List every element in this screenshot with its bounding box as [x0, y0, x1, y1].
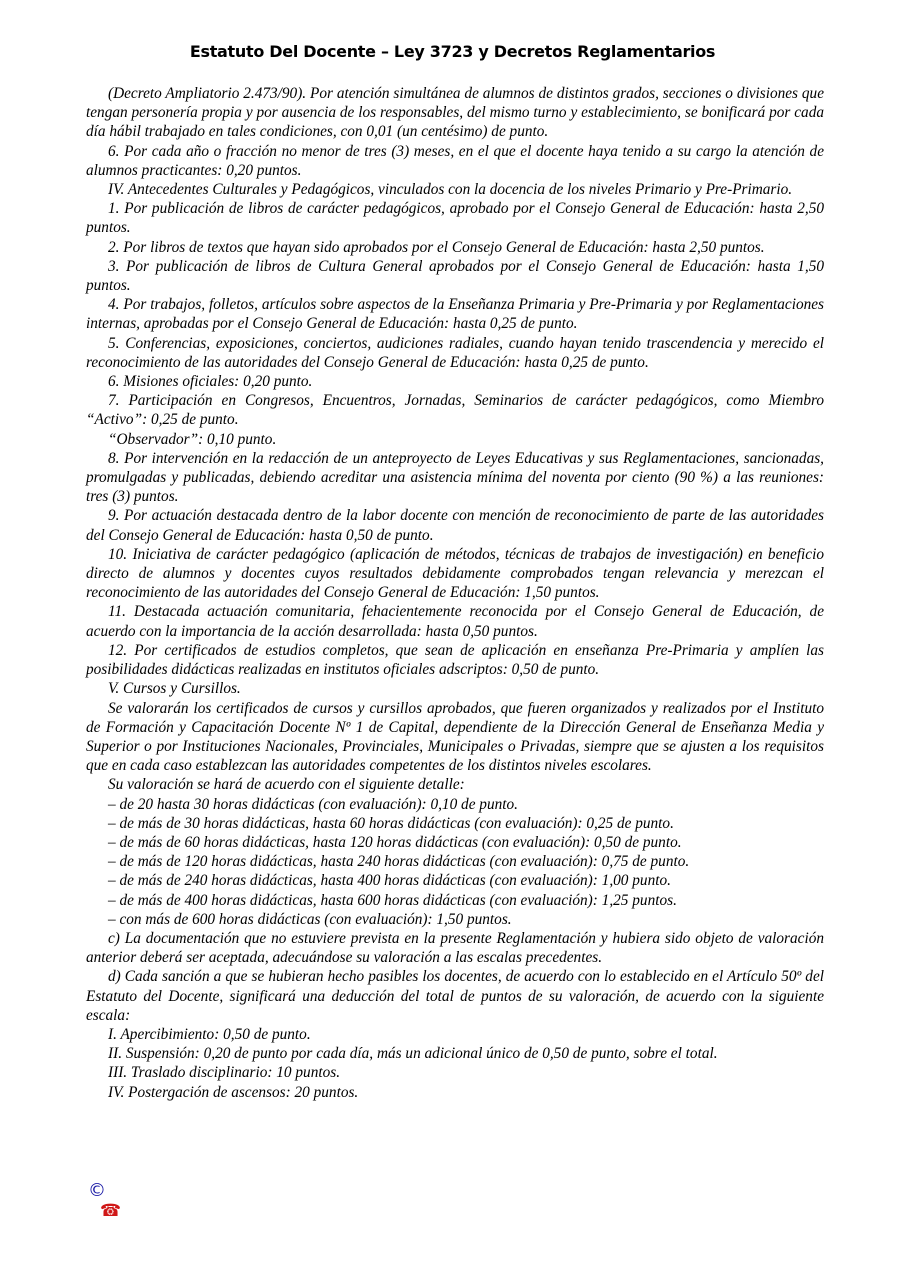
- list-item: IV. Postergación de ascensos: 20 puntos.: [108, 1083, 359, 1101]
- footer: [86, 1180, 386, 1224]
- paragraph: 9. Por actuación destacada dentro de la labor docente con mención de reconocimiento de parte de las autoridades del Consejo General de Educación: hasta 0,50 de punto.: [86, 507, 824, 544]
- copyright-icon: ©: [88, 1180, 106, 1201]
- paragraph: 8. Por intervención en la redacción de un anteproyecto de Leyes Educativas y sus Reglamentaciones, sancionadas, promulgadas y publicadas, debiendo acreditar una asistencia mínima del noventa por ciento (90 %) a las reuniones: tres (3) puntos.: [86, 449, 824, 506]
- paragraph: V. Cursos y Cursillos.: [108, 680, 241, 698]
- paragraph: 4. Por trabajos, folletos, artículos sobre aspectos de la Enseñanza Primaria y Pre-Primaria y por Reglamentaciones internas, aprobadas por el Consejo General de Educación: hasta 0,25 de punto.: [86, 296, 824, 333]
- list-item: – de más de 120 horas didácticas, hasta 240 horas didácticas (con evaluación): 0,75 de punto.: [108, 853, 690, 871]
- paragraph: IV. Antecedentes Culturales y Pedagógicos, vinculados con la docencia de los niveles Primario y Pre-Primario.: [108, 181, 793, 199]
- list-item: III. Traslado disciplinario: 10 puntos.: [108, 1064, 341, 1082]
- paragraph: 6. Por cada año o fracción no menor de tres (3) meses, en el que el docente haya tenido a su cargo la atención de alumnos practicantes: 0,20 puntos.: [86, 142, 824, 179]
- list-item: – de más de 400 horas didácticas, hasta 600 horas didácticas (con evaluación): 1,25 puntos.: [108, 891, 677, 909]
- paragraph: 6. Misiones oficiales: 0,20 punto.: [108, 373, 313, 391]
- list-item: – de 20 hasta 30 horas didácticas (con evaluación): 0,10 de punto.: [108, 795, 518, 813]
- list-item: – de más de 60 horas didácticas, hasta 120 horas didácticas (con evaluación): 0,50 de punto.: [108, 833, 682, 851]
- paragraph: 12. Por certificados de estudios completos, que sean de aplicación en enseñanza Pre-Primaria y amplíen las posibilidades didácticas realizadas en institutos oficiales adscriptos: 0,50 de punto.: [86, 641, 824, 679]
- paragraph: 11. Destacada actuación comunitaria, fehacientemente reconocida por el Consejo General de Educación, de acuerdo con la importancia de la acción desarrollada: hasta 0,50 puntos.: [86, 603, 824, 640]
- list-item: I. Apercibimiento: 0,50 de punto.: [108, 1025, 311, 1043]
- paragraph: 5. Conferencias, exposiciones, conciertos, audiciones radiales, cuando hayan tenido trascendencia y merecido el reconocimiento de las autoridades del Consejo General de Educación: hasta 0,25 de punto.: [86, 334, 824, 371]
- page-title: Estatuto Del Docente – Ley 3723 y Decretos Reglamentarios: [189, 42, 716, 61]
- paragraph: d) Cada sanción a que se hubieran hecho pasibles los docentes, de acuerdo con lo establecido en el Artículo 50º del Estatuto del Docente, significará una deducción del total de puntos de su valoración, de acuerdo con la siguiente escala:: [86, 968, 824, 1024]
- paragraph: 1. Por publicación de libros de carácter pedagógicos, aprobado por el Consejo General de Educación: hasta 2,50 puntos.: [86, 200, 824, 237]
- phone-icon: ☎: [100, 1201, 122, 1221]
- list-item: – de más de 30 horas didácticas, hasta 60 horas didácticas (con evaluación): 0,25 de punto.: [108, 814, 674, 832]
- list-item: – con más de 600 horas didácticas (con evaluación): 1,50 puntos.: [108, 910, 512, 928]
- paragraph: “Observador”: 0,10 punto.: [108, 430, 277, 448]
- paragraph: Se valorarán los certificados de cursos y cursillos aprobados, que fueren organizados y realizados por el Instituto de Formación y Capacitación Docente Nº 1 de Capital, dependiente de la Dirección General de Enseñanza Media y Superior o por Instituciones Nacionales, Provinciales, Municipales o Privadas, siempre que se ajusten a los requisitos que en cada caso establezcan las autoridades competentes de los distintos niveles escolares.: [86, 699, 824, 775]
- paragraph: 2. Por libros de textos que hayan sido aprobados por el Consejo General de Educación: hasta 2,50 puntos.: [108, 238, 765, 256]
- paragraph: Su valoración se hará de acuerdo con el siguiente detalle:: [108, 776, 465, 794]
- paragraph: 10. Iniciativa de carácter pedagógico (aplicación de métodos, técnicas de trabajos de investigación) en beneficio directo de alumnos y docentes cuyos resultados debidamente comprobados tengan relevancia y merezcan el reconocimiento de las autoridades del Consejo General de Educación: 1,50 puntos.: [86, 545, 824, 602]
- paragraph: c) La documentación que no estuviere prevista en la presente Reglamentación y hubiera sido objeto de valoración anterior deberá ser aceptada, adecuándose su valoración a las escalas precedentes.: [86, 929, 824, 967]
- list-item: II. Suspensión: 0,20 de punto por cada día, más un adicional único de 0,50 de punto, sobre el total.: [108, 1045, 718, 1063]
- document-body: [86, 84, 824, 1102]
- paragraph: (Decreto Ampliatorio 2.473/90). Por atención simultánea de alumnos de distintos grados, secciones o divisiones que tengan personería propia y por ausencia de los responsables, del mismo turno y establecimiento, se bonificará por cada día hábil trabajado en tales condiciones, con 0,01 (un centésimo) de punto.: [86, 85, 824, 141]
- list-item: – de más de 240 horas didácticas, hasta 400 horas didácticas (con evaluación): 1,00 punto.: [108, 872, 671, 890]
- paragraph: 7. Participación en Congresos, Encuentros, Jornadas, Seminarios de carácter pedagógicos, como Miembro “Activo”: 0,25 de punto.: [86, 392, 824, 429]
- paragraph: 3. Por publicación de libros de Cultura General aprobados por el Consejo General de Educación: hasta 1,50 puntos.: [86, 257, 824, 295]
